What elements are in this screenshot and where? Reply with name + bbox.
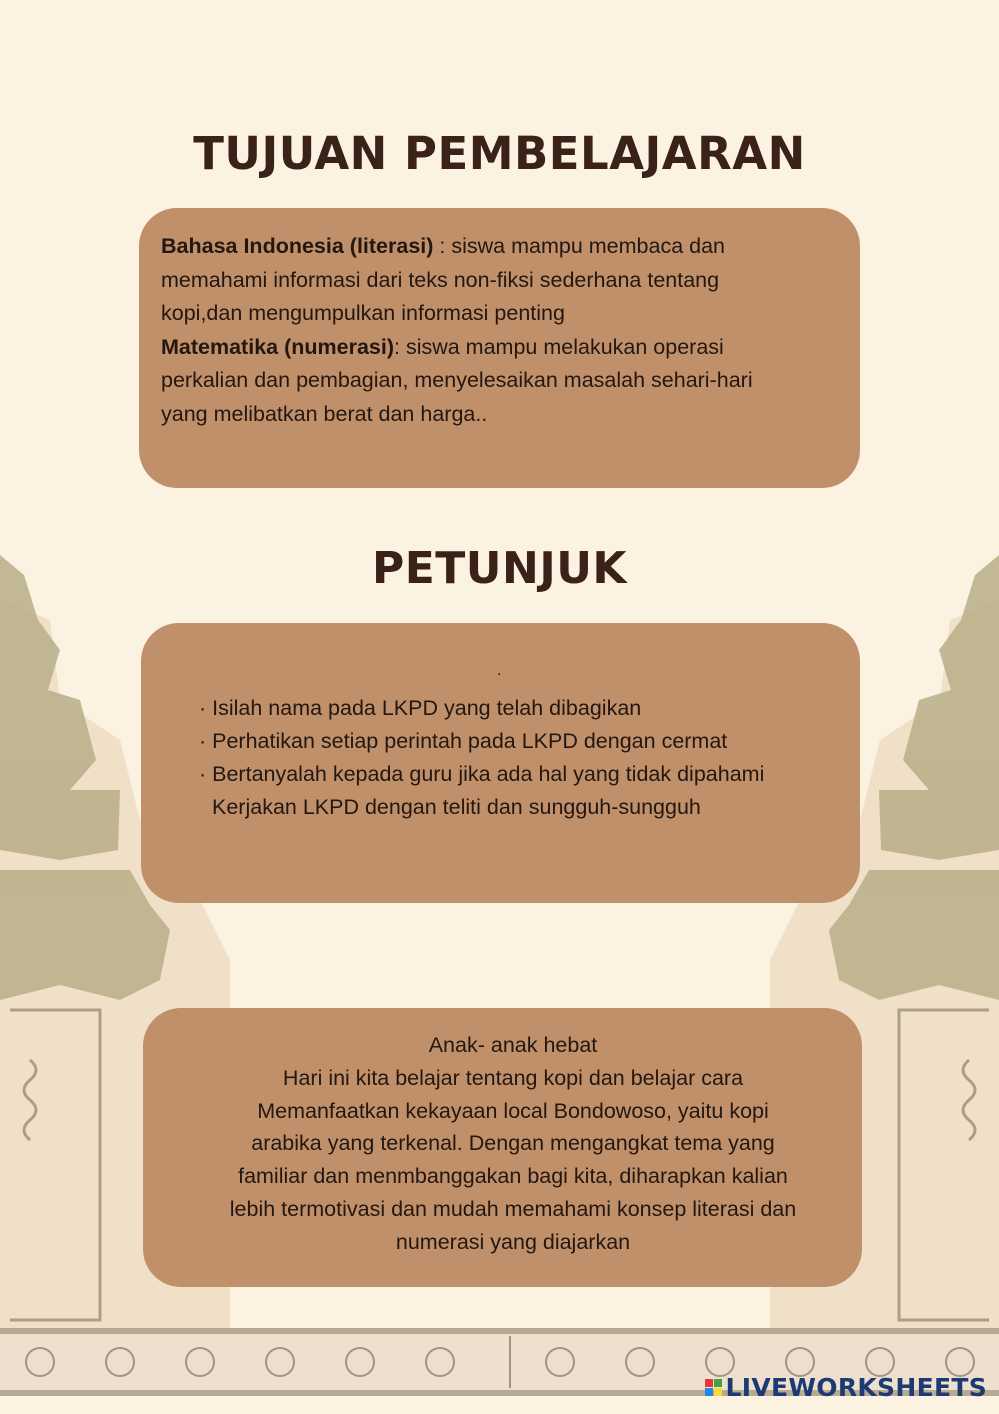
liveworksheets-icon xyxy=(705,1379,722,1396)
bahasa-indonesia-goal-line: memahami informasi dari teks non-fiksi sederhana tentang xyxy=(161,267,720,292)
matematika-goal: : siswa mampu melakukan operasi xyxy=(394,334,724,359)
message-greeting: Anak- anak hebat xyxy=(428,1033,598,1057)
instructions-list xyxy=(199,692,849,824)
message-line: arabika yang terkenal. Dengan mengangkat tema yang xyxy=(251,1131,775,1156)
petunjuk-title: PETUNJUK xyxy=(371,543,628,594)
instructions-card xyxy=(141,623,860,903)
instruction-item: · Bertanyalah kepada guru jika ada hal yang tidak dipahami xyxy=(199,762,765,786)
liveworksheets-logo[interactable] xyxy=(705,1373,987,1402)
bahasa-indonesia-label: Bahasa Indonesia (literasi) xyxy=(161,234,434,258)
matematika-goal-line: yang melibatkan berat dan harga.. xyxy=(161,401,488,426)
bahasa-indonesia-goal-line: kopi,dan mengumpulkan informasi penting xyxy=(161,301,565,326)
message-card xyxy=(143,1008,862,1287)
instruction-item: · Isilah nama pada LKPD yang telah dibagikan xyxy=(199,696,642,720)
instruction-item: · Perhatikan setiap perintah pada LKPD dengan cermat xyxy=(199,729,728,753)
liveworksheets-wordmark: LIVEWORKSHEETS xyxy=(725,1373,987,1402)
message-line: lebih termotivasi dan mudah memahami konsep literasi dan xyxy=(229,1196,797,1221)
matematika-goal-line: perkalian dan pembagian, menyelesaikan masalah sehari-hari xyxy=(161,368,753,393)
learning-goals-card xyxy=(139,208,860,488)
message-line: familiar dan menmbanggakan bagi kita, diharapkan kalian xyxy=(238,1164,788,1189)
matematika-label: Matematika (numerasi) xyxy=(161,334,394,359)
learning-goals-text xyxy=(161,230,836,432)
tujuan-pembelajaran-title: TUJUAN PEMBELAJARAN xyxy=(193,127,806,180)
stray-dot: . xyxy=(497,662,502,679)
instruction-item: Kerjakan LKPD dengan teliti dan sungguh-sungguh xyxy=(212,795,701,819)
message-line: Hari ini kita belajar tentang kopi dan belajar cara xyxy=(282,1065,744,1090)
message-text xyxy=(173,1029,853,1259)
message-line: Memanfaatkan kekayaan local Bondowoso, yaitu kopi xyxy=(257,1098,769,1123)
bahasa-indonesia-goal: : siswa mampu membaca dan xyxy=(433,234,725,258)
message-line: numerasi yang diajarkan xyxy=(395,1229,631,1254)
